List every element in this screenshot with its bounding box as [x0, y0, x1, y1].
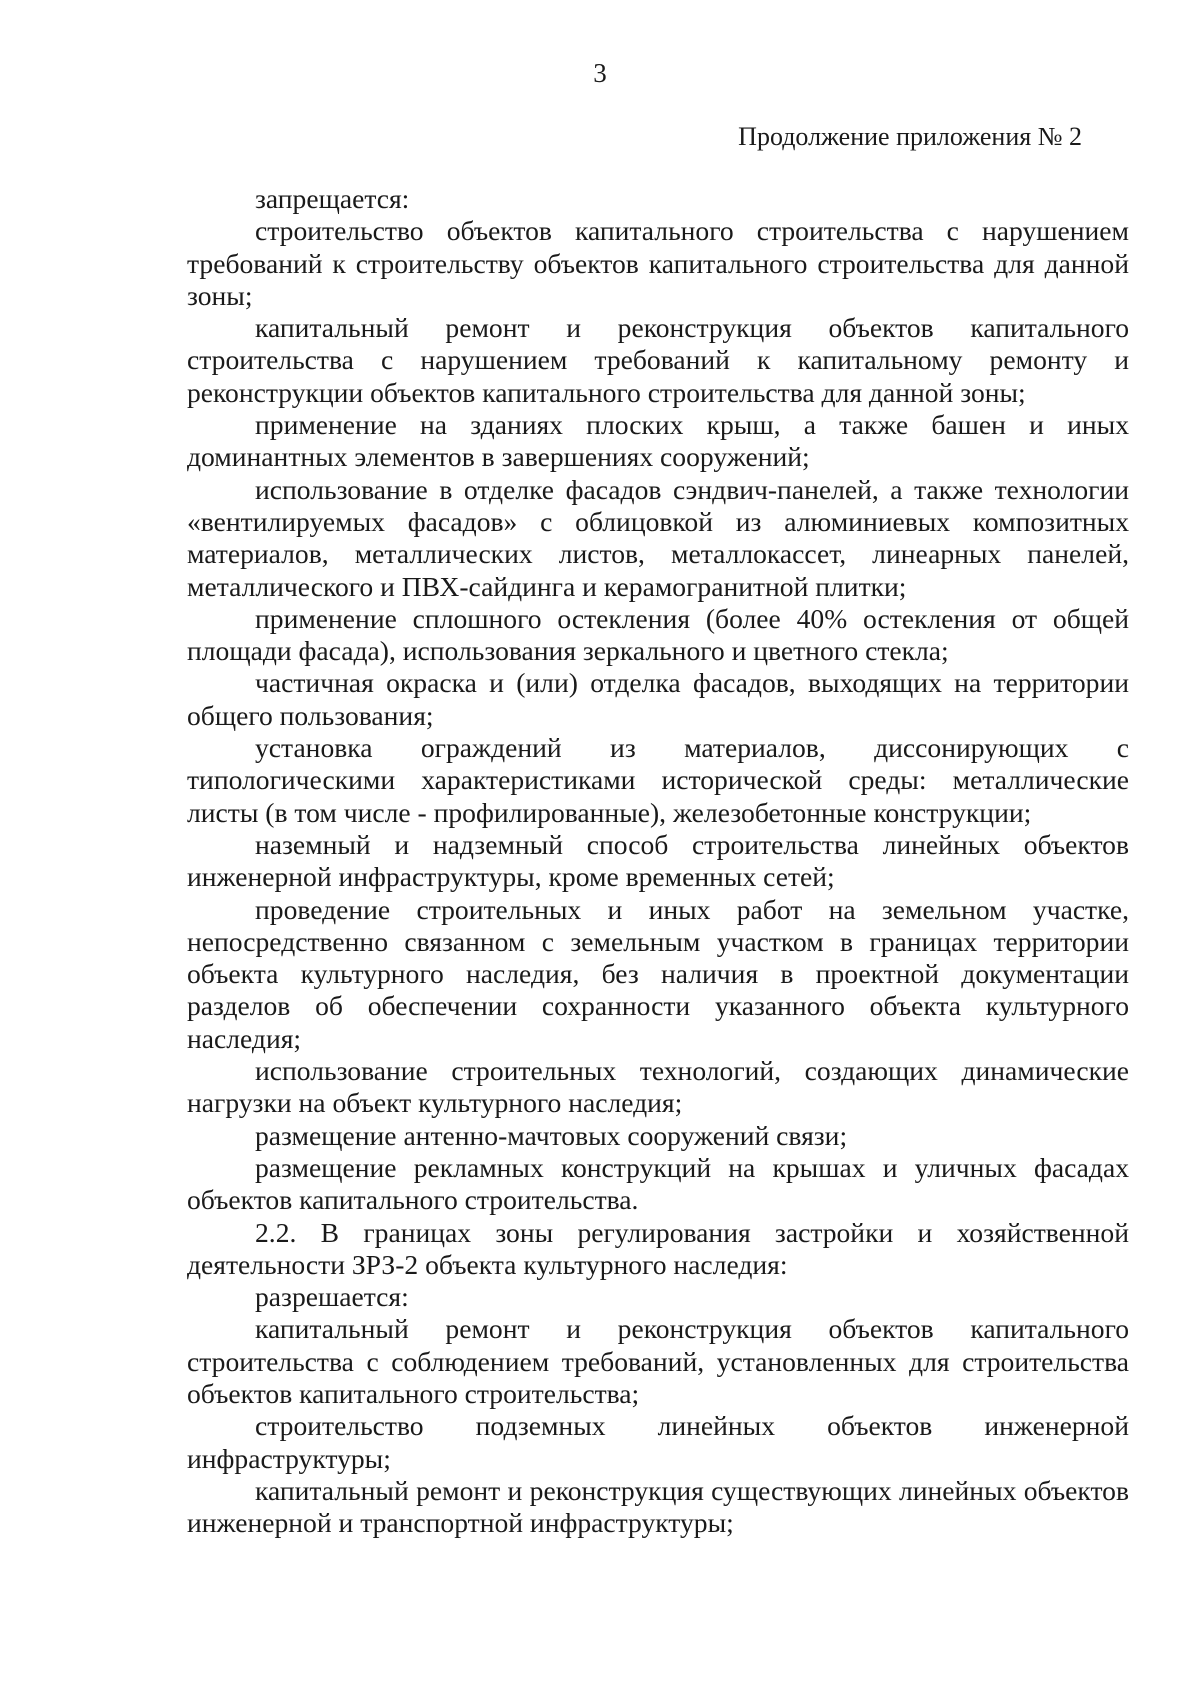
paragraph: проведение строительных и иных работ на земельном участке, непосредственно связанном с земельным участком в границах территории объекта культурного наследия, без наличия в проектной документации разделов об обеспечении сохранности указанного объекта культурного наследия; — [187, 893, 1129, 1054]
paragraph: капитальный ремонт и реконструкция объектов капитального строительства с соблюдением требований, установленных для строительства объектов капитального строительства; — [187, 1313, 1129, 1409]
paragraph: установка ограждений из материалов, диссонирующих с типологическими характеристиками исторической среды: металлические листы (в том числе - профилированные), железобетонные конструкции; — [187, 732, 1129, 828]
paragraph: капитальный ремонт и реконструкция объектов капитального строительства с нарушением требований к капитальному ремонту и реконструкции объектов капитального строительства для данной зоны; — [187, 312, 1129, 408]
paragraph-permitted-heading: разрешается: — [255, 1281, 409, 1313]
paragraph-prohibited-heading: запрещается: — [255, 183, 410, 214]
paragraph: капитальный ремонт и реконструкция существующих линейных объектов инженерной и транспортной инфраструктуры; — [187, 1474, 1129, 1539]
paragraph: размещение рекламных конструкций на крышах и уличных фасадах объектов капитального строительства. — [187, 1151, 1129, 1216]
paragraph: наземный и надземный способ строительства линейных объектов инженерной инфраструктуры, кроме временных сетей; — [187, 828, 1129, 893]
paragraph: применение сплошного остекления (более 40% остекления от общей площади фасада), использования зеркального и цветного стекла; — [187, 602, 1129, 667]
paragraph: применение на зданиях плоских крыш, а также башен и иных доминантных элементов в завершениях сооружений; — [187, 409, 1129, 473]
paragraph: строительство объектов капитального строительства с нарушением требований к строительству объектов капитального строительства для данной зоны; — [187, 215, 1129, 311]
paragraph: частичная окраска и (или) отделка фасадов, выходящих на территории общего пользования; — [187, 667, 1129, 731]
paragraph: использование строительных технологий, создающих динамические нагрузки на объект культурного наследия; — [187, 1055, 1129, 1119]
paragraph: строительство подземных линейных объектов инженерной инфраструктуры; — [187, 1410, 1129, 1474]
document-body — [187, 183, 1129, 1539]
page-number: 3 — [593, 58, 607, 88]
paragraph: использование в отделке фасадов сэндвич-панелей, а также технологии «вентилируемых фасадов» с облицовкой из алюминиевых композитных материалов, металлических листов, металлокассет, линеарных панелей, металлического и ПВХ-сайдинга и керамогранитной плитки; — [187, 473, 1129, 602]
appendix-continuation-label: Продолжение приложения № 2 — [738, 122, 1082, 151]
section-paragraph: 2.2. В границах зоны регулирования застройки и хозяйственной деятельности ЗРЗ-2 объекта культурного наследия: — [187, 1216, 1129, 1280]
paragraph: размещение антенно-мачтовых сооружений связи; — [255, 1119, 848, 1151]
